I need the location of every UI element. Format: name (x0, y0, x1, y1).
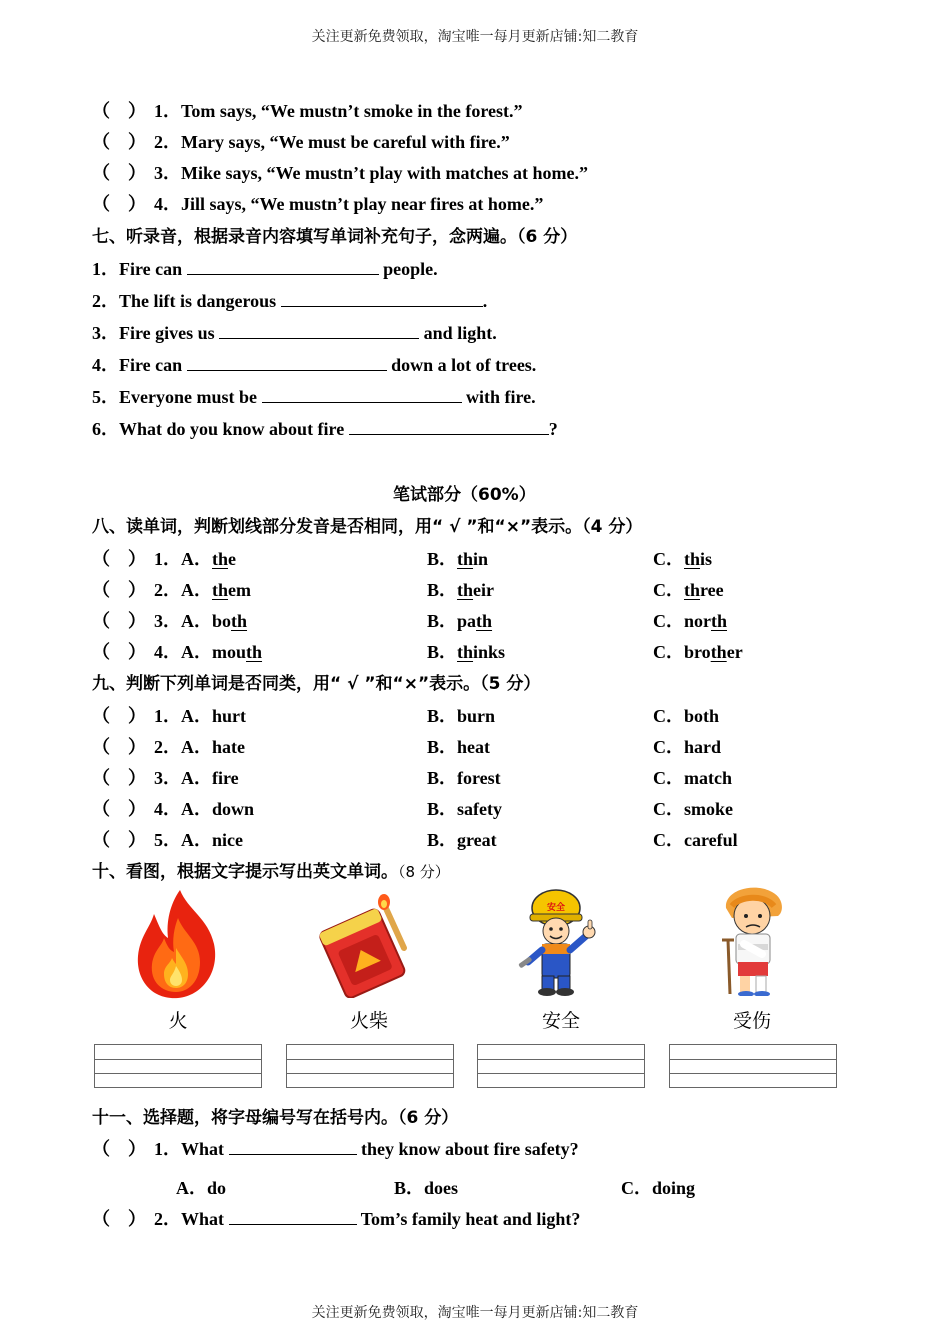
answer-paren[interactable]: （ ） (92, 1139, 146, 1159)
s9-row-4-c: C．smoke (653, 799, 733, 819)
section11-title: 十一、选择题，将字母编号写在括号内。（6 分） (92, 1108, 459, 1128)
s9-row-5-c: C．careful (653, 830, 738, 850)
fill-blank[interactable] (187, 260, 379, 275)
answer-paren[interactable]: （ ） (92, 830, 146, 850)
q6-item-4: （ ） 4．Jill says, “We mustn’t play near fires at home.” (92, 190, 543, 216)
fire-picture (132, 888, 222, 1000)
answer-paren[interactable]: （ ） (92, 611, 146, 631)
s8-row-4: （ ） 4．A．mouth (92, 638, 262, 664)
hint-fire: 火 (168, 1010, 188, 1032)
fill-blank[interactable] (281, 292, 483, 307)
hint-injured: 受伤 (732, 1010, 771, 1032)
section9-title: 九、判断下列单词是否同类，用“ √ ”和“×”表示。（5 分） (92, 674, 541, 694)
s9-row-1-c: C．both (653, 706, 720, 726)
s9-row-3-c: C．match (653, 768, 732, 788)
s8-row-4-c: C．brother (653, 642, 743, 662)
s7-item-2: 2．The lift is dangerous . (92, 291, 488, 311)
s9-row-4-b: B．safety (427, 799, 502, 819)
s8-row-3-b: B．path (427, 611, 493, 631)
s8-row-2-b: B．their (427, 580, 495, 600)
answer-paren[interactable]: （ ） (92, 101, 146, 121)
s9-row-2-b: B．heat (427, 737, 490, 757)
writing-lines-safety[interactable] (477, 1044, 645, 1088)
writing-lines-matches[interactable] (286, 1044, 454, 1088)
q6-item-1: （ ） 1．Tom says, “We mustn’t smoke in the forest.” (92, 97, 523, 123)
fill-blank[interactable] (229, 1210, 357, 1225)
answer-paren[interactable]: （ ） (92, 580, 146, 600)
section10-title: 十、看图，根据文字提示写出英文单词。（8 分） (92, 862, 450, 882)
s7-item-3: 3．Fire gives us and light. (92, 323, 497, 343)
s9-row-1-b: B．burn (427, 706, 496, 726)
s9-row-1: （ ） 1．A．hurt (92, 702, 246, 728)
s9-row-2-c: C．hard (653, 737, 722, 757)
s7-item-6: 6．What do you know about fire ? (92, 419, 558, 439)
q6-item-2: （ ） 2．Mary says, “We must be careful with fire.” (92, 128, 510, 154)
hint-safety: 安全 (541, 1010, 580, 1032)
s9-row-5: （ ） 5．A．nice (92, 826, 243, 852)
fill-blank[interactable] (187, 356, 387, 371)
s11-q1-option-b[interactable]: B．does (394, 1178, 459, 1198)
s8-row-1: （ ） 1．A．the (92, 545, 236, 571)
s9-row-5-b: B．great (427, 830, 497, 850)
answer-paren[interactable]: （ ） (92, 1209, 146, 1229)
s8-row-1-c: C．this (653, 549, 713, 569)
written-part-title: 笔试部分（60%） (393, 485, 536, 505)
answer-paren[interactable]: （ ） (92, 737, 146, 757)
s11-q1-option-c[interactable]: C．doing (621, 1178, 696, 1198)
s7-item-4: 4．Fire can down a lot of trees. (92, 355, 537, 375)
injured-boy-picture (710, 884, 796, 996)
fill-blank[interactable] (262, 388, 462, 403)
fill-blank[interactable] (229, 1140, 357, 1155)
fill-blank[interactable] (219, 324, 419, 339)
answer-paren[interactable]: （ ） (92, 799, 146, 819)
s11-q2: （ ） 2．What Tom’s family heat and light? (92, 1205, 580, 1231)
answer-paren[interactable]: （ ） (92, 549, 146, 569)
s9-row-3: （ ） 3．A．fire (92, 764, 239, 790)
answer-paren[interactable]: （ ） (92, 706, 146, 726)
s8-row-1-b: B．thin (427, 549, 489, 569)
answer-paren[interactable]: （ ） (92, 768, 146, 788)
s8-row-4-b: B．thinks (427, 642, 506, 662)
s8-row-3-c: C．north (653, 611, 728, 631)
s9-row-3-b: B．forest (427, 768, 501, 788)
s7-item-5: 5．Everyone must be with fire. (92, 387, 536, 407)
section7-title: 七、听录音，根据录音内容填写单词补充句子，念两遍。（6 分） (92, 227, 578, 247)
section8-title: 八、读单词，判断划线部分发音是否相同，用“ √ ”和“×”表示。（4 分） (92, 517, 643, 537)
s7-item-1: 1．Fire can people. (92, 259, 438, 279)
s8-row-3: （ ） 3．A．both (92, 607, 247, 633)
hint-matches: 火柴 (349, 1010, 388, 1032)
page-footer: 关注更新免费领取，淘宝唯一每月更新店铺:知二教育 (311, 1305, 639, 1321)
writing-lines-fire[interactable] (94, 1044, 262, 1088)
answer-paren[interactable]: （ ） (92, 132, 146, 152)
answer-paren[interactable]: （ ） (92, 163, 146, 183)
s8-row-2-c: C．three (653, 580, 724, 600)
matches-picture (318, 890, 418, 998)
fill-blank[interactable] (349, 420, 549, 435)
s11-q1: （ ） 1．What they know about fire safety? (92, 1135, 579, 1161)
page-header: 关注更新免费领取，淘宝唯一每月更新店铺:知二教育 (311, 29, 639, 45)
q6-item-3: （ ） 3．Mike says, “We mustn’t play with matches at home.” (92, 159, 588, 185)
s8-row-2: （ ） 2．A．them (92, 576, 251, 602)
answer-paren[interactable]: （ ） (92, 642, 146, 662)
s9-row-4: （ ） 4．A．down (92, 795, 254, 821)
s11-q1-option-a[interactable]: A．do (176, 1178, 227, 1198)
s9-row-2: （ ） 2．A．hate (92, 733, 245, 759)
writing-lines-injured[interactable] (669, 1044, 837, 1088)
helmet-label: 安全 (546, 903, 566, 913)
safety-worker-picture (516, 886, 606, 998)
answer-paren[interactable]: （ ） (92, 194, 146, 214)
